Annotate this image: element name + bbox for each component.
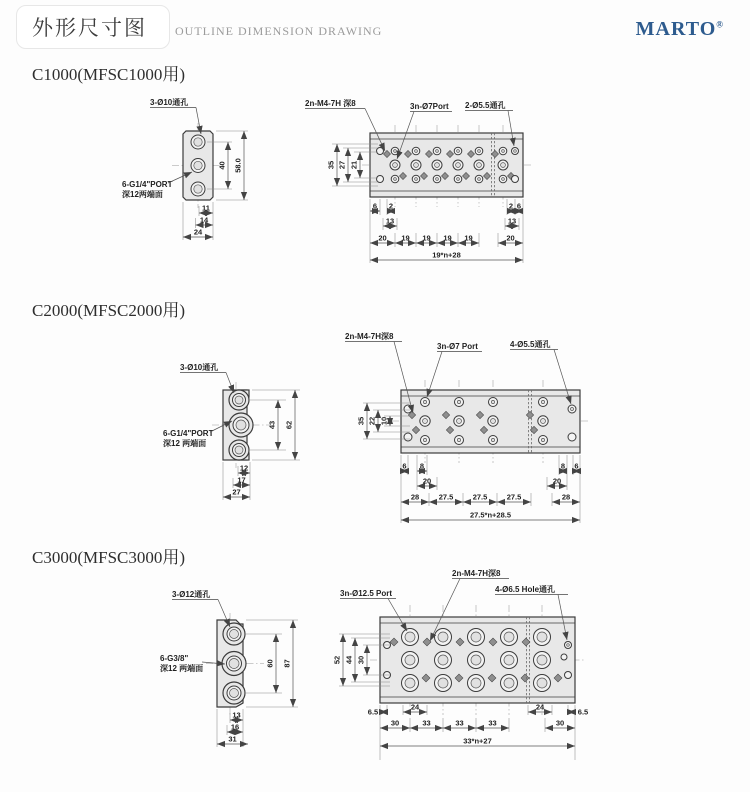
callout-label: 3n-Ø7Port [410, 102, 449, 111]
dim-label: 6 [516, 201, 522, 211]
callout-label: 3-Ø12通孔 [172, 590, 211, 599]
dim-label: 16 [230, 722, 240, 732]
dim-label: 30 [390, 718, 400, 728]
dim-label: 20 [378, 233, 387, 243]
dim-label: 2 [388, 201, 394, 211]
dim-label: 21 [349, 160, 359, 170]
dim-label: 33 [422, 718, 431, 728]
dim-label: 24 [535, 702, 545, 712]
dim-label: 19 [401, 233, 410, 243]
callout-label: 3-Ø10通孔 [150, 98, 189, 107]
callout-label: 深12 两端面 [160, 664, 204, 673]
callout-label: 2n-M4-7H深8 [345, 332, 394, 341]
callout-label: 2-Ø5.5通孔 [465, 101, 506, 110]
dim-label: 19 [443, 233, 452, 243]
section-title-c1000: C1000(MFSC1000用) [32, 65, 186, 84]
dim-label: 20 [506, 233, 515, 243]
c3000-drawing [130, 565, 630, 790]
dim-label: 14 [199, 215, 209, 225]
page-title-en: OUTLINE DIMENSION DRAWING [175, 24, 383, 38]
callout-label: 6-G3/8" [160, 654, 189, 663]
dim-label: 30 [356, 655, 366, 665]
callout-label: 深12 两端面 [163, 439, 207, 448]
dim-label: 12 [239, 463, 249, 473]
dim-label: 6 [574, 461, 579, 471]
dim-label: 52 [332, 655, 342, 665]
callout-label: 6-G1/4"PORT [163, 429, 214, 438]
dim-label: 24 [410, 702, 420, 712]
dim-label: 35 [326, 160, 336, 170]
dim-label: 6.5 [367, 707, 379, 717]
section-title-c3000: C3000(MFSC3000用) [32, 548, 186, 567]
dim-label: 22 [367, 416, 377, 426]
dim-label: 6 [372, 201, 378, 211]
dim-label: 13 [232, 710, 241, 720]
c3000-top-view [333, 568, 589, 760]
dim-label: 43 [267, 420, 277, 430]
dim-label: 19 [464, 233, 473, 243]
dim-label: 13 [385, 216, 395, 226]
dim-label: 28 [561, 492, 571, 502]
dim-label: 17 [237, 475, 246, 485]
c1000-top-view [305, 98, 532, 263]
callout-label: 3-Ø10通孔 [180, 363, 219, 372]
dim-label: 19*n+28 [432, 250, 461, 260]
dim-label: 44 [344, 655, 354, 665]
dim-label: 19 [422, 233, 431, 243]
dim-label: 35 [356, 416, 366, 426]
c2000-side-view [163, 362, 300, 500]
page-title-cn: 外形尺寸图 [32, 16, 147, 40]
dim-label: 27.5 [506, 492, 522, 502]
dim-label: 58.0 [233, 158, 243, 173]
dim-label: 13 [507, 216, 517, 226]
dim-label: 6.5 [577, 707, 589, 717]
callout-label: 深12两端面 [122, 190, 163, 199]
dim-label: 10 [379, 416, 389, 426]
dim-label: 2 [508, 201, 514, 211]
callout-label: 2n-M4-7H 深8 [305, 99, 356, 108]
callout-label: 6-G1/4"PORT [122, 180, 173, 189]
c3000-side-view [160, 589, 298, 747]
dim-label: 27 [232, 487, 241, 497]
dim-label: 8 [560, 461, 566, 471]
dim-label: 20 [422, 476, 432, 486]
dim-label: 31 [228, 734, 237, 744]
callout-label: 3n-Ø7 Port [437, 342, 478, 351]
c2000-top-view [345, 331, 590, 523]
dim-label: 33 [455, 718, 464, 728]
dim-label: 30 [555, 718, 565, 728]
callout-label: 4-Ø6.5 Hole通孔 [495, 585, 556, 594]
dim-label: 27 [337, 160, 347, 170]
c1000-drawing [80, 88, 560, 278]
dim-label: 60 [265, 659, 275, 668]
c2000-drawing [130, 330, 630, 540]
section-title-c2000: C2000(MFSC2000用) [32, 301, 186, 320]
dim-label: 27.5*n+28.5 [469, 510, 512, 520]
dim-label: 24 [193, 227, 203, 237]
dim-label: 33*n+27 [463, 736, 492, 746]
dim-label: 40 [217, 161, 227, 170]
c1000-side-view [122, 97, 248, 240]
dim-label: 11 [202, 203, 210, 213]
dim-label: 6 [402, 461, 407, 471]
callout-label: 3n-Ø12.5 Port [340, 589, 393, 598]
dim-label: 28 [410, 492, 420, 502]
dim-label: 87 [282, 659, 292, 668]
dim-label: 8 [419, 461, 425, 471]
dim-label: 20 [552, 476, 562, 486]
dim-label: 27.5 [438, 492, 454, 502]
dim-label: 33 [488, 718, 497, 728]
callout-label: 2n-M4-7H深8 [452, 569, 501, 578]
brand-logo: MARTO® [635, 18, 724, 40]
callout-label: 4-Ø5.5通孔 [510, 340, 551, 349]
dim-label: 27.5 [472, 492, 488, 502]
dim-label: 62 [284, 420, 294, 430]
